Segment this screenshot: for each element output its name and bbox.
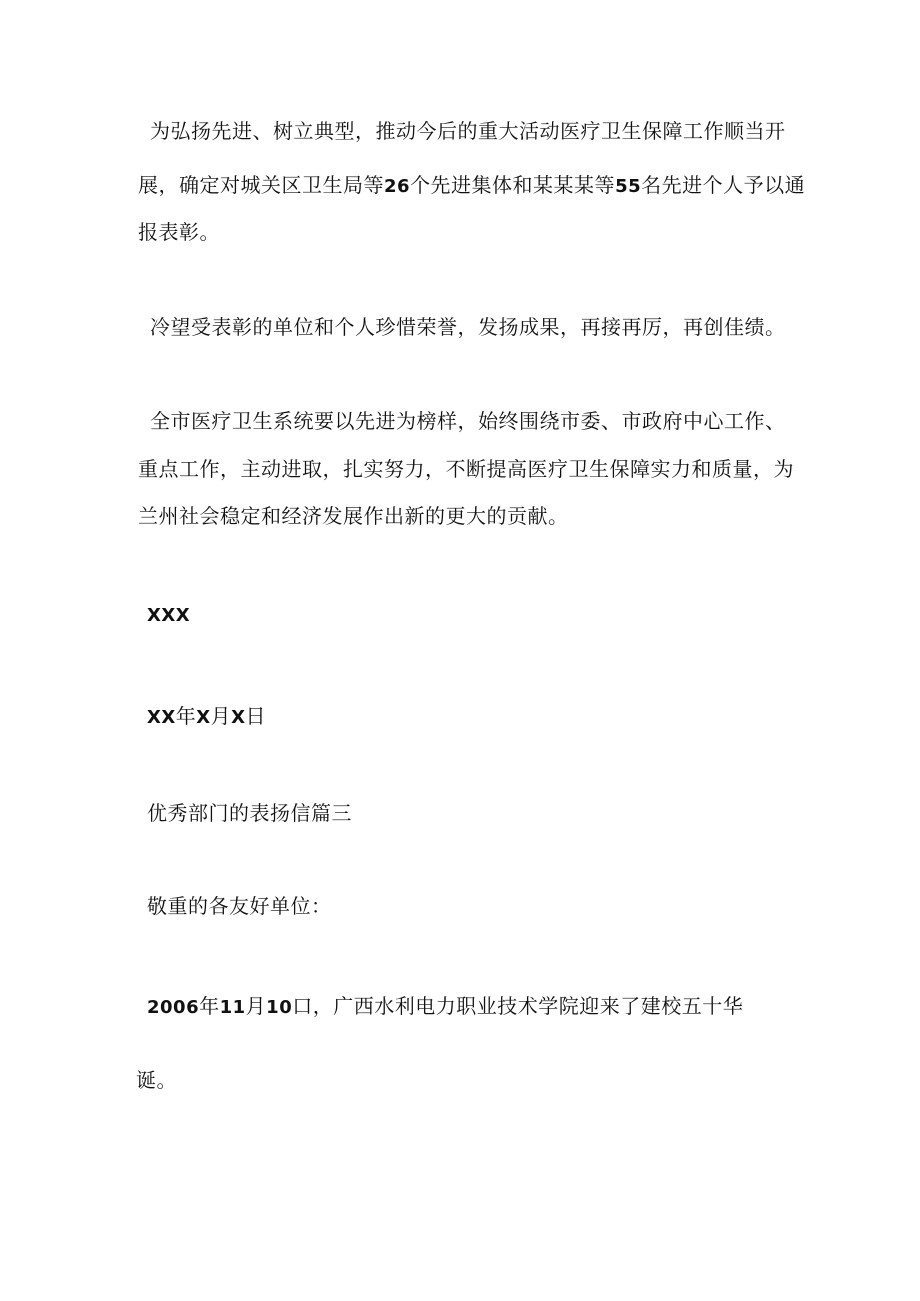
date-day-char: 日 <box>245 704 267 728</box>
event-day: 10 <box>266 997 293 1018</box>
paragraph-1-line-3: 报表彰。 <box>138 220 220 244</box>
paragraph-3-line-1: 全市医疗卫生系统要以先进为榜样，始终围绕市委、市政府中心工作、 <box>150 409 786 433</box>
paragraph-3-line-2: 重点工作，主动进取，扎实努力，不断提高医疗卫生保障实力和质量，为 <box>138 457 794 481</box>
date-year-char: 年 <box>175 704 197 728</box>
date-year-mark: XX <box>147 707 176 728</box>
text-segment: 展，确定对城关区卫生局等 <box>138 173 384 197</box>
event-month: 11 <box>219 997 246 1018</box>
paragraph-2-line-1: 冷望受表彰的单位和个人珍惜荣誉，发扬成果，再接再厉，再创佳绩。 <box>150 315 786 339</box>
date-line <box>147 703 266 731</box>
paragraph-4-line-1 <box>147 993 743 1021</box>
paragraph-3-line-3: 兰州社会稳定和经济发展作出新的更大的贡献。 <box>138 504 569 528</box>
date-month-char: 月 <box>210 704 232 728</box>
text-segment: 个先进集体和某某某等 <box>410 173 616 197</box>
text-segment: 口，广西水利电力职业技术学院迎来了建校五十华 <box>292 994 744 1018</box>
text-segment: 名先进个人予以通 <box>641 173 806 197</box>
date-month-mark: X <box>196 707 211 728</box>
paragraph-1-line-1: 为弘扬先进、树立典型，推动今后的重大活动医疗卫生保障工作顺当开 <box>150 119 786 143</box>
date-day-mark: X <box>231 707 246 728</box>
signature: XXX <box>147 605 191 626</box>
section-title: 优秀部门的表扬信篇三 <box>147 801 352 825</box>
event-year: 2006 <box>147 997 200 1018</box>
event-month-char: 月 <box>245 994 267 1018</box>
collective-count: 26 <box>384 176 411 197</box>
paragraph-4-line-2: 诞。 <box>136 1068 177 1092</box>
event-year-char: 年 <box>199 994 220 1018</box>
individual-count: 55 <box>615 176 642 197</box>
salutation: 敬重的各友好单位： <box>147 894 332 918</box>
paragraph-1-line-2 <box>138 172 805 200</box>
